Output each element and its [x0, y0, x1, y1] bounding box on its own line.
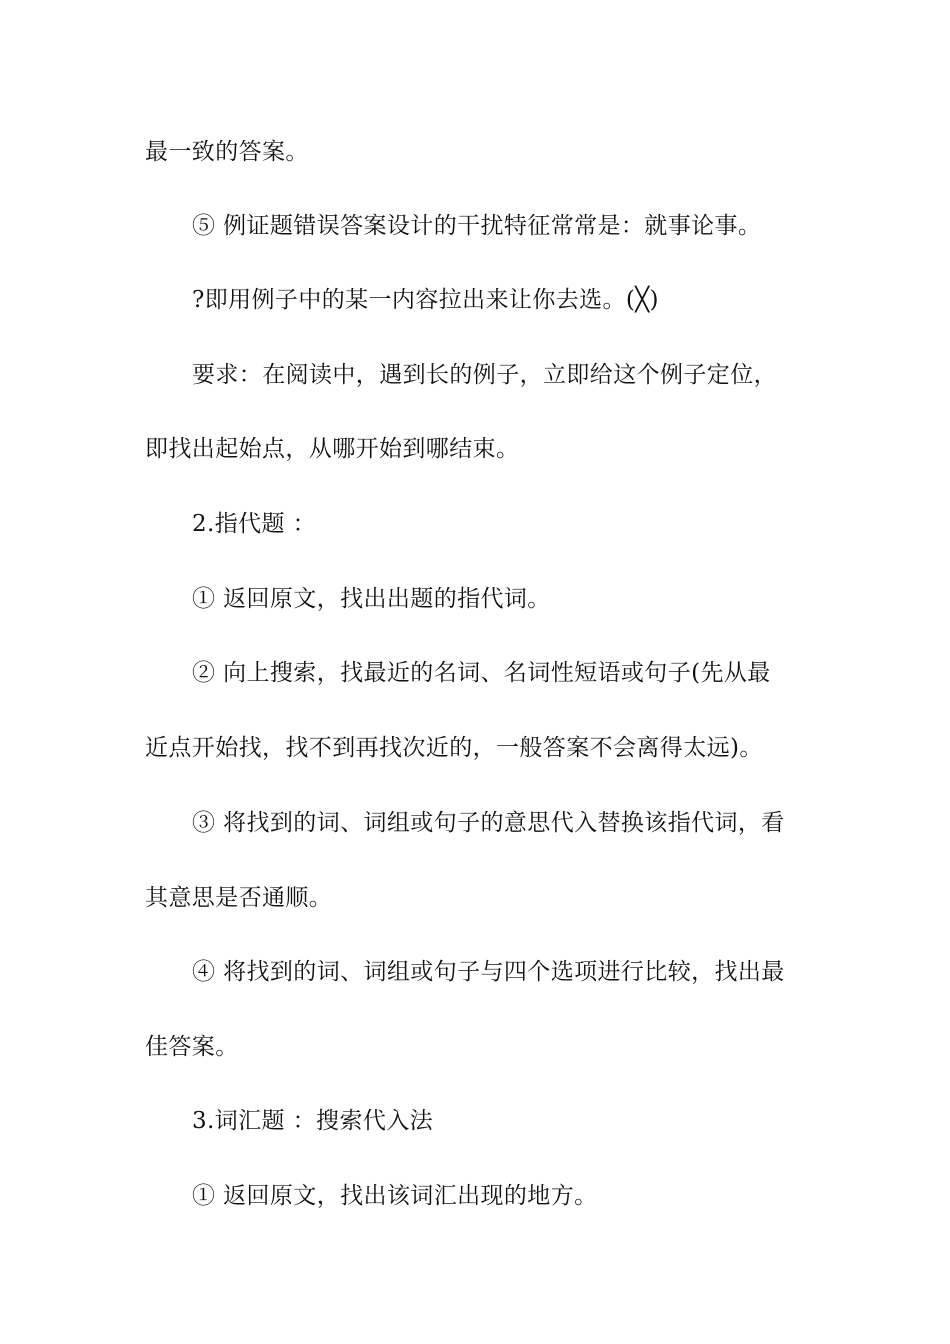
paragraph-line: ③ 将找到的词、词组或句子的意思代入替换该指代词，看: [192, 810, 785, 836]
paragraph-line: 最一致的答案。: [145, 139, 309, 165]
section-heading: 2.指代题 ：: [192, 511, 317, 537]
paragraph-line: ?即用例子中的某一内容拉出来让你去选。(╳): [192, 287, 659, 313]
paragraph-line: ① 返回原文，找出出题的指代词。: [192, 586, 551, 612]
paragraph-line: ⑤ 例证题错误答案设计的干扰特征常常是：就事论事。: [192, 213, 762, 239]
paragraph-line: 其意思是否通顺。: [145, 885, 333, 911]
paragraph-line: ④ 将找到的词、词组或句子与四个选项进行比较，找出最: [192, 959, 785, 985]
paragraph-line: ① 返回原文，找出该词汇出现的地方。: [192, 1183, 598, 1209]
paragraph-line: 要求：在阅读中，遇到长的例子，立即给这个例子定位，: [192, 362, 777, 388]
paragraph-line: 即找出起始点，从哪开始到哪结束。: [145, 436, 520, 462]
section-heading: 3.词汇题 ：搜索代入法: [192, 1108, 434, 1134]
paragraph-line: 近点开始找，找不到再找次近的，一般答案不会离得太远)。: [145, 735, 763, 761]
paragraph-line: ② 向上搜索，找最近的名词、名词性短语或句子(先从最: [192, 660, 771, 686]
paragraph-line: 佳答案。: [145, 1034, 239, 1060]
